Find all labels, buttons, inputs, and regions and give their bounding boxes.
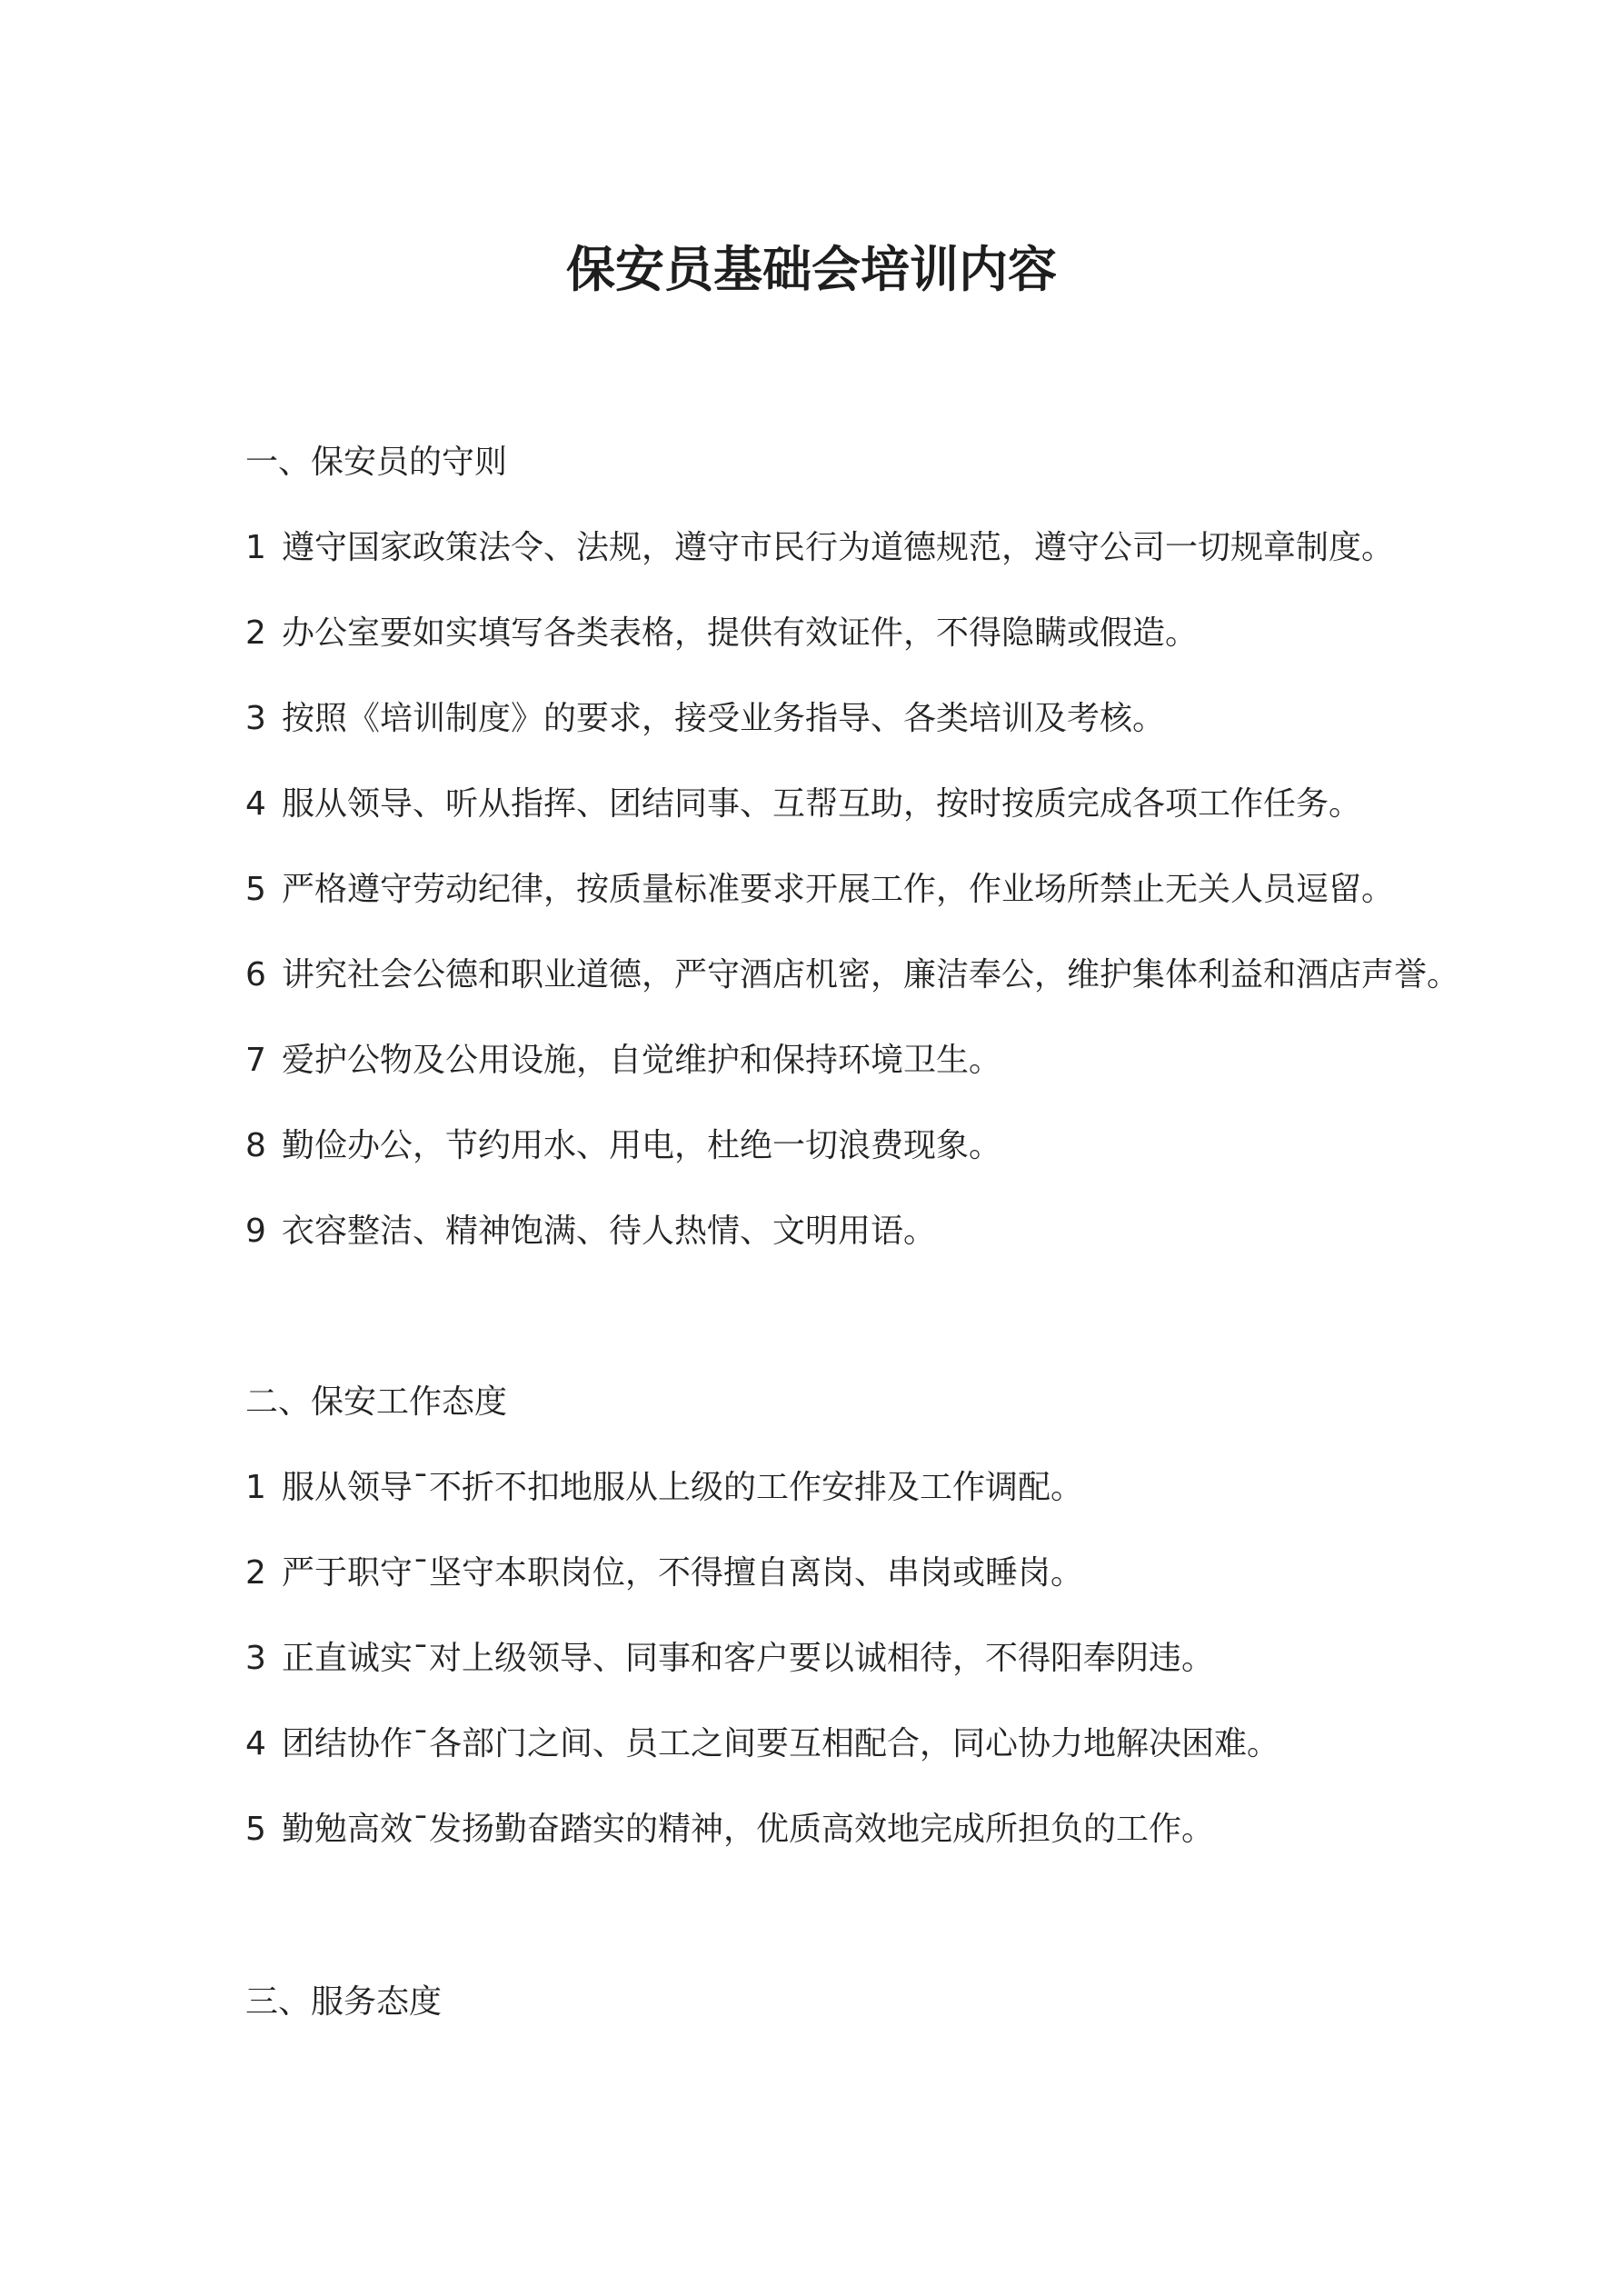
item-text: 爱护公物及公用设施，自觉维护和保持环境卫生。 [282,1042,1002,1079]
item-text: 服从领导¯不折不扣地服从上级的工作安排及工作调配。 [282,1469,1084,1506]
item-text: 正直诚实¯对上级领导、同事和客户要以诚相待，不得阳奉阴违。 [282,1640,1215,1677]
item-number: 4 [245,1725,266,1762]
list-item [245,1209,1536,1254]
item-number: 2 [245,614,266,652]
section-code-of-conduct [245,440,1536,1254]
section-heading: 三、服务态度 [245,1983,443,2021]
item-text: 讲究社会公德和职业道德，严守酒店机密，廉洁奉公，维护集体利益和酒店声誉。 [282,956,1460,993]
list-item [245,611,1536,656]
item-number: 8 [245,1127,266,1164]
list-item [245,1636,1536,1682]
list-item [245,696,1536,742]
item-number: 6 [245,956,266,993]
item-number: 9 [245,1213,266,1250]
item-text: 按照《培训制度》的要求，接受业务指导、各类培训及考核。 [282,700,1166,737]
section-work-attitude [245,1380,1536,1852]
item-text: 办公室要如实填写各类表格，提供有效证件，不得隐瞒或假造。 [282,614,1199,652]
list-item [245,1807,1536,1852]
list-item [245,525,1536,571]
item-number: 1 [245,1469,266,1506]
item-number: 1 [245,529,266,566]
item-text: 勤勉高效¯发扬勤奋踏实的精神，优质高效地完成所担负的工作。 [282,1811,1215,1848]
section-heading: 二、保安工作态度 [245,1383,508,1421]
section-service-attitude [245,1980,1536,2025]
list-item [245,1123,1536,1169]
list-item [245,782,1536,827]
item-number: 5 [245,871,266,908]
item-number: 3 [245,1640,266,1677]
item-number: 7 [245,1042,266,1079]
list-item [245,1551,1536,1596]
item-text: 严格遵守劳动纪律，按质量标准要求开展工作，作业场所禁止无关人员逗留。 [282,871,1395,908]
list-item [245,867,1536,913]
item-text: 遵守国家政策法令、法规，遵守市民行为道德规范，遵守公司一切规章制度。 [282,529,1395,566]
item-number: 4 [245,785,266,823]
item-text: 团结协作¯各部门之间、员工之间要互相配合，同心协力地解决困难。 [282,1725,1280,1762]
item-text: 衣容整洁、精神饱满、待人热情、文明用语。 [282,1213,937,1250]
item-number: 5 [245,1811,266,1848]
item-text: 勤俭办公，节约用水、用电，杜绝一切浪费现象。 [282,1127,1002,1164]
list-item [245,953,1536,998]
item-number: 2 [245,1554,266,1592]
section-heading: 一、保安员的守则 [245,444,508,481]
item-text: 服从领导、听从指挥、团结同事、互帮互助，按时按质完成各项工作任务。 [282,785,1362,823]
document-title: 保安员基础会培训内容 [566,241,1057,298]
item-text: 严于职守¯坚守本职岗位，不得擅自离岗、串岗或睡岗。 [282,1554,1084,1592]
list-item [245,1722,1536,1767]
list-item [245,1038,1536,1083]
item-number: 3 [245,700,266,737]
list-item [245,1465,1536,1511]
